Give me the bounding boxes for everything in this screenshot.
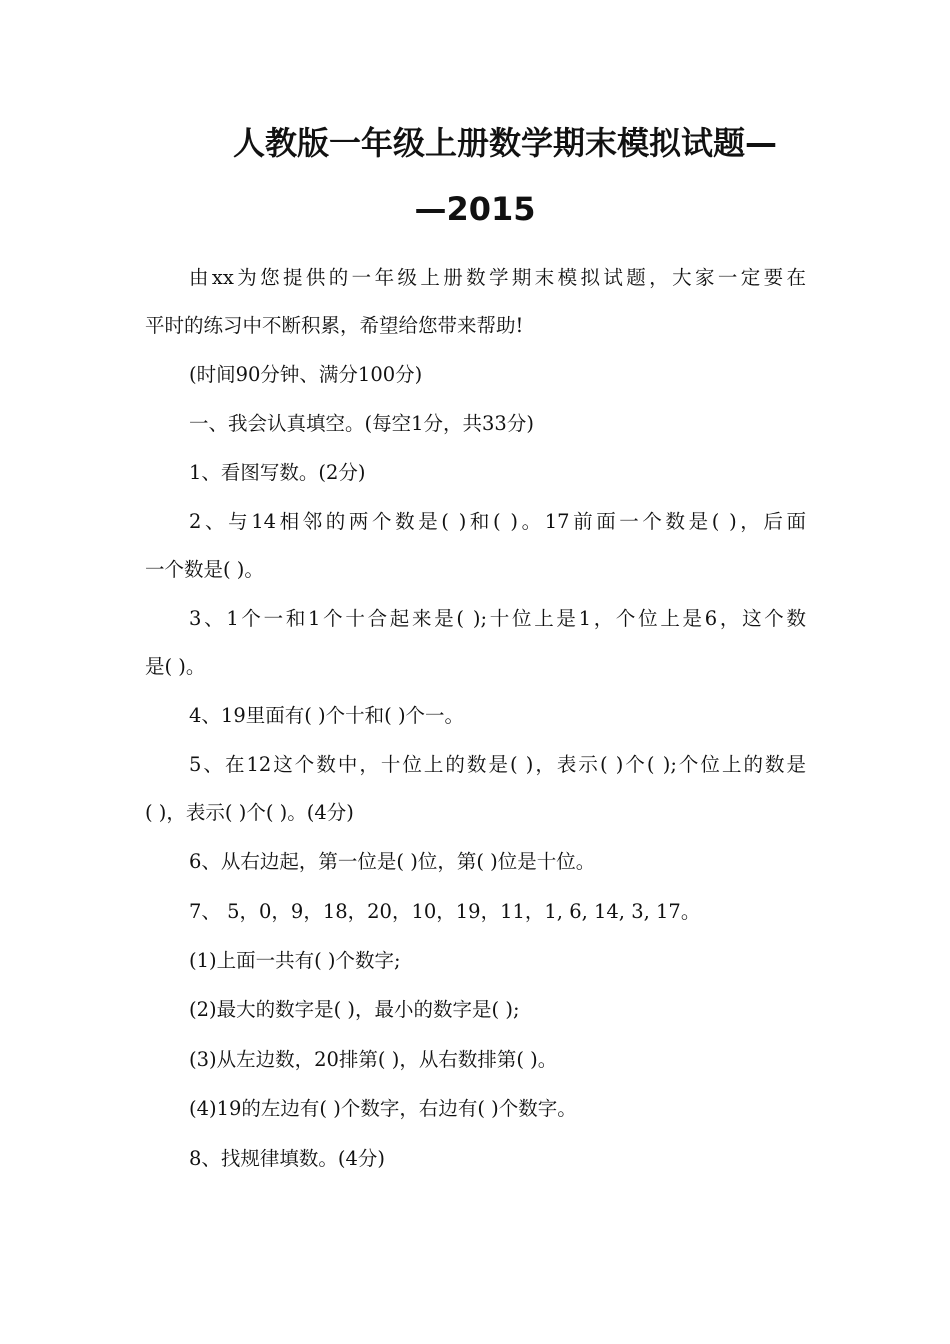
document-title-line1: 人教版一年级上册数学期末模拟试题—	[232, 124, 777, 162]
question-2-line2: 一个数是( )。	[145, 558, 264, 581]
question-7-part-3: (3)从左边数，20排第( )，从右数排第( )。	[189, 1048, 558, 1071]
question-1: 1、看图写数。(2分)	[189, 461, 366, 484]
question-5-line1: 5、在12这个数中，十位上的数是( )，表示( )个( );个位上的数是	[189, 753, 806, 776]
intro-line1: 由xx为您提供的一年级上册数学期末模拟试题，大家一定要在	[189, 266, 806, 289]
question-8: 8、找规律填数。(4分)	[189, 1147, 386, 1170]
question-3-line1: 3、1个一和1个十合起来是( );十位上是1，个位上是6，这个数	[189, 607, 806, 630]
question-7-part-2: (2)最大的数字是( )，最小的数字是( );	[189, 998, 520, 1021]
question-4: 4、19里面有( )个十和( )个一。	[189, 704, 465, 727]
document-title-line2: —2015	[414, 190, 536, 228]
question-6: 6、从右边起，第一位是( )位，第( )位是十位。	[189, 850, 596, 873]
intro-line2: 平时的练习中不断积累，希望给您带来帮助!	[145, 314, 524, 337]
question-7: 7、 5，0，9，18，20，10，19，11，1, 6, 14, 3, 17。	[189, 900, 701, 923]
question-2-line1: 2、与14相邻的两个数是( )和( )。17前面一个数是( )，后面	[189, 510, 806, 533]
question-7-part-4: (4)19的左边有( )个数字，右边有( )个数字。	[189, 1097, 577, 1120]
section-heading-1: 一、我会认真填空。(每空1分，共33分)	[189, 412, 534, 435]
question-7-part-1: (1)上面一共有( )个数字;	[189, 949, 401, 972]
question-3-line2: 是( )。	[145, 655, 206, 678]
question-5-line2: ( )，表示( )个( )。(4分)	[145, 801, 354, 824]
time-note: (时间90分钟、满分100分)	[189, 363, 423, 386]
